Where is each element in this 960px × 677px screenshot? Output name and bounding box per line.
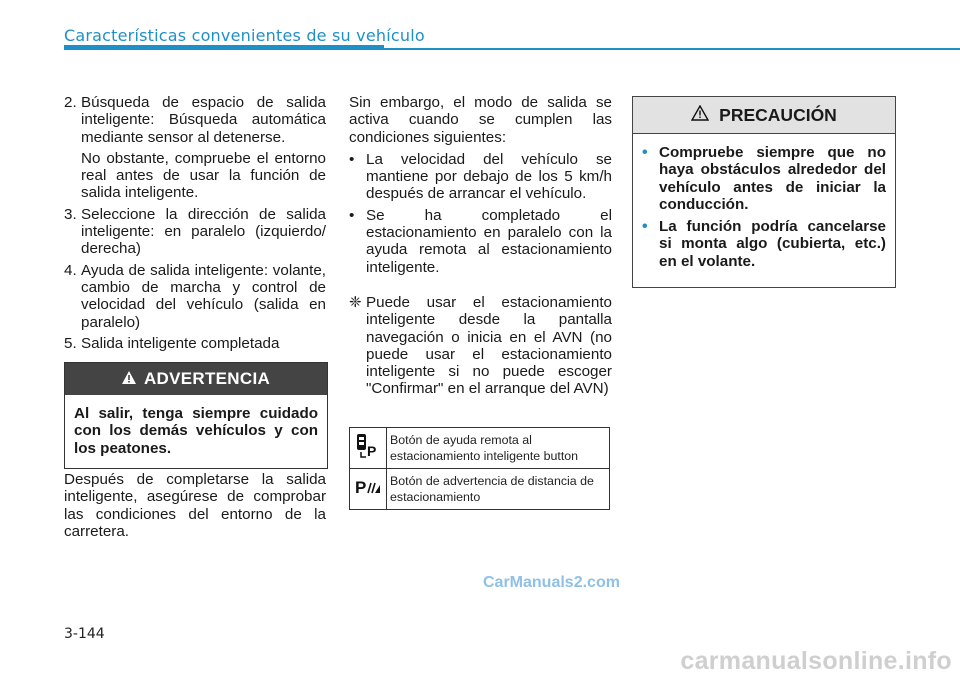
list-item-number: 3. xyxy=(64,205,77,223)
list-item-text: Ayuda de salida inteligente: volante, cambio de marcha y control de velocidad del vehículo (salida en paralelo) xyxy=(81,261,326,331)
after-warning-text: Después de completarse la salida inteligente, asegúrese de comprobar las condiciones del entorno de la carretera. xyxy=(64,471,326,540)
list-item xyxy=(64,94,326,146)
note-item xyxy=(349,294,612,398)
warning-body: Al salir, tenga siempre cuidado con los demás vehículos y con los peatones. xyxy=(74,405,318,457)
list-item xyxy=(64,262,326,331)
table-row xyxy=(350,469,610,510)
table-row xyxy=(350,428,610,469)
list-item-number: 5. xyxy=(64,334,77,352)
note-text: Puede usar el estacionamiento inteligente desde la pantalla navegación o inicia en el AVN (no puede usar el estacionamiento inteligente si no puede escoger "Confirmar" en el arranque del AVN) xyxy=(366,293,612,398)
caution-triangle-icon xyxy=(691,105,709,126)
parking-distance-warning-icon xyxy=(354,477,382,502)
bullet-icon: • xyxy=(642,144,648,161)
list-item-text: Seleccione la dirección de salida inteligente: en paralelo (izquierdo/ derecha) xyxy=(81,205,326,258)
caution-header xyxy=(633,97,895,134)
warning-box xyxy=(64,362,328,469)
list-item-number: 4. xyxy=(64,261,77,279)
caution-item xyxy=(642,218,886,270)
icon-label: Botón de ayuda remota al estacionamiento inteligente button xyxy=(387,428,610,469)
intro-text: Sin embargo, el modo de salida se activa cuando se cumplen las condiciones siguientes: xyxy=(349,94,612,146)
caution-item xyxy=(642,144,886,213)
condition-item xyxy=(349,151,612,203)
caution-title: PRECAUCIÓN xyxy=(719,104,837,125)
left-column xyxy=(64,94,326,356)
list-item-text: Salida inteligente completada xyxy=(81,334,280,352)
list-item-text: Búsqueda de espacio de salida inteligente: Búsqueda automática mediante sensor al detenerse. xyxy=(81,94,326,146)
icon-cell xyxy=(350,469,387,510)
bullet-icon: • xyxy=(349,206,355,224)
caution-text: La función podría cancelarse si monta algo (cubierta, etc.) en el volante. xyxy=(659,218,886,270)
condition-item xyxy=(349,207,612,276)
icon-cell xyxy=(350,428,387,469)
condition-text: La velocidad del vehículo se mantiene por debajo de los 5 km/h después de arrancar el vehículo. xyxy=(366,150,612,203)
bullet-icon: • xyxy=(349,150,355,168)
bullet-icon: • xyxy=(642,218,648,236)
svg-text:P: P xyxy=(367,442,377,459)
caution-body xyxy=(633,134,895,287)
section-title: Características convenientes de su vehículo xyxy=(64,26,425,45)
warning-triangle-icon xyxy=(122,369,136,389)
page-number: 3-144 xyxy=(64,626,105,642)
warning-title: ADVERTENCIA xyxy=(143,369,271,388)
button-icon-table xyxy=(349,427,610,510)
header-accent-bar xyxy=(64,45,384,50)
watermark-bottom: carmanualsonline.info xyxy=(680,647,952,675)
svg-text:P: P xyxy=(355,477,367,497)
remote-parking-assist-icon xyxy=(355,442,381,464)
watermark-top: CarManuals2.com xyxy=(483,574,620,591)
icon-label: Botón de advertencia de distancia de estacionamiento xyxy=(387,469,610,510)
caution-box xyxy=(632,96,896,288)
warning-header xyxy=(65,363,327,395)
list-item-number: 2. xyxy=(64,94,77,111)
list-item xyxy=(64,335,326,352)
caution-text: Compruebe siempre que no haya obstáculos alrededor del vehículo antes de iniciar la conducción. xyxy=(659,144,886,213)
list-item-continuation: No obstante, compruebe el entorno real antes de usar la función de salida inteligente. xyxy=(81,149,326,202)
list-item xyxy=(64,206,326,258)
condition-text: Se ha completado el estacionamiento en paralelo con la ayuda remota al estacionamiento inteligente. xyxy=(366,206,612,276)
note-symbol: ❈ xyxy=(349,293,362,311)
middle-column xyxy=(349,94,612,402)
